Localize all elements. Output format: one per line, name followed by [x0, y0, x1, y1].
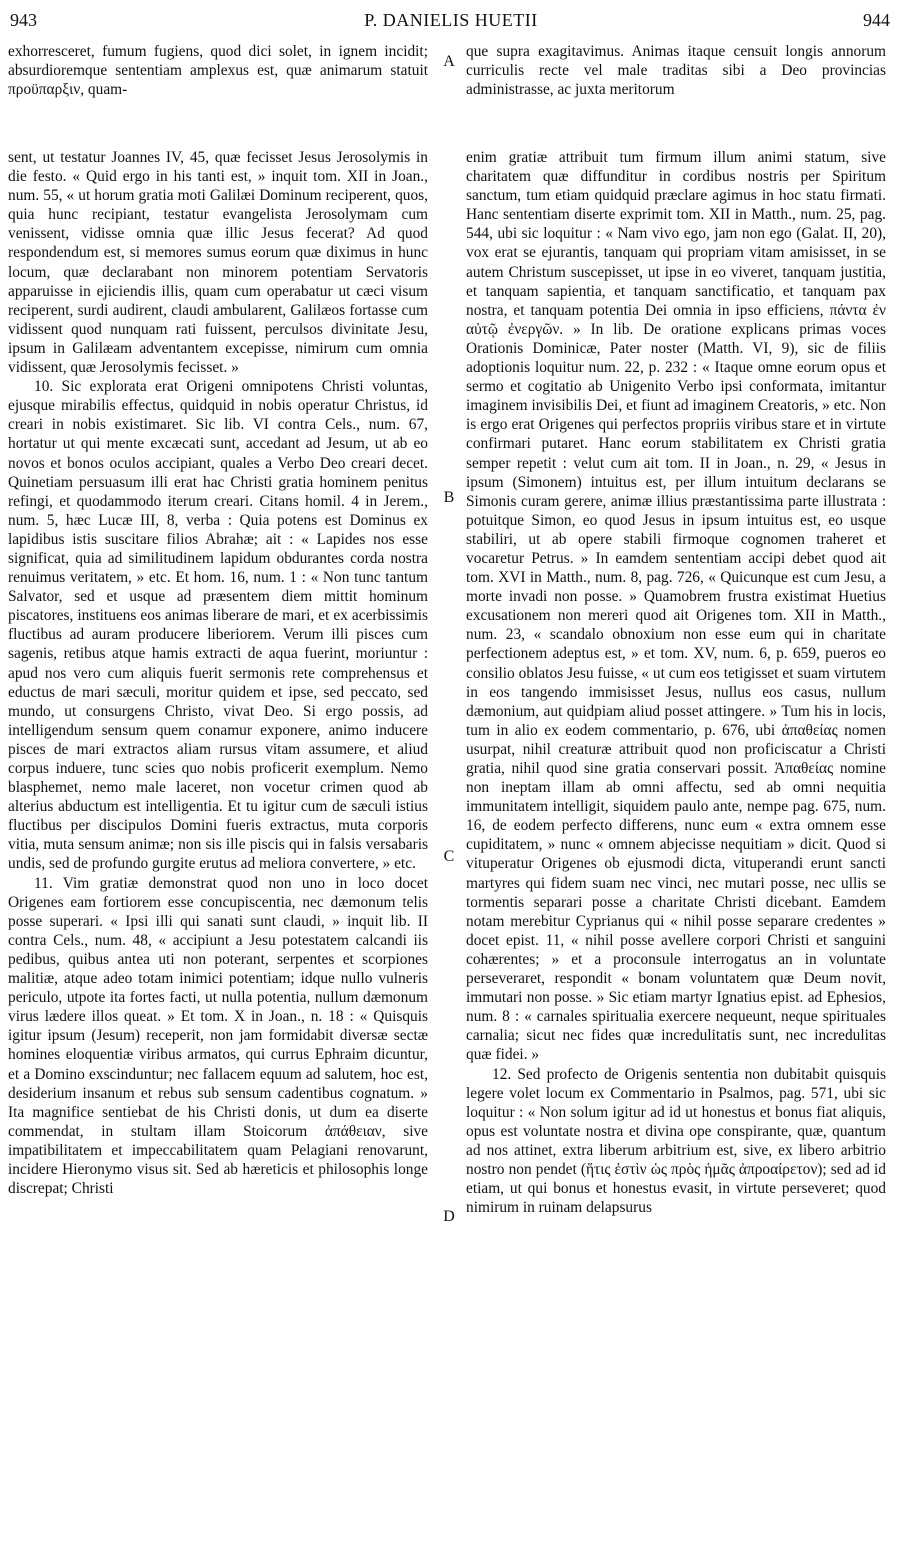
main-right-column: [466, 148, 886, 1550]
paragraph-11-continuation: enim gratiæ attribuit tum firmum illum animi statum, sive charitatem quæ diffunditur in cordibus nostris per Spiritum sanctum, tum etiam quidquid præclare agimus in hoc statu firmati. Hanc sententiam diserte exprimit tom. XII in Matth., num. 25, pag. 544, ubi sic loquitur : « Nam vivo ego, jam non ego (Galat. II, 20), vox erat se ejurantis, tanquam qui propriam vitam amisisset, in se autem Christum suscepisset, ut ipse in eo viveret, tanquam justitia, et tanquam sapientia, et tanquam sanctificatio, et tanquam pax nostra, et tanquam potentia Dei omnia in ipso efficiens, πάντα ἐν αὐτῷ ἐνεργῶν. » In lib. De oratione explicans primas voces Orationis Dominicæ, Pater noster (Matth. VI, 9), sic de filiis adoptionis loquitur num. 22, p. 232 : « Itaque omne eorum opus et sermo et cogitatio ab Unigenito Verbo ipsi conformata, imitantur imaginem invisibilis Dei, et fiunt ad imaginem Creatoris, » etc. Non is ergo erat Origenes qui perfectos propriis viribus stare et in virtute confirmari putaret. Hanc eorum stabilitatem ex Christi gratia semper repetit : velut cum ait tom. II in Joan., n. 29, « Jesus in ipsum (Simonem) intuitus est, per illum intuitum declarans se Simonis curam gerere, animæ illius præstantissima parte illustrata : potuitque Simon, eo quod Jesus in ipsum intuitus est, eo usque stabiliri, ut ab opere stabili firmoque cognomen traheret et vocaretur Petrus. » In eamdem sententiam accipi debet quod ait tom. XVI in Matth., num. 8, pag. 726, « Quicunque est cum Jesu, a morte invadi non posse. » Quamobrem frustra existimat Huetius excusationem non mereri quod ait Origenes tom. XII in Matth., num. 23, « scandalo obnoxium non esse eum qui in charitate perfectionem adeptus est, » et tom. XV, num. 6, p. 659, pueros eo consilio oblatos Jesu fuisse, « ut cum eos tetigisset et suam virtutem in eos tangendo immisisset Jesus, nullus eos casus, nullum dæmonium, aut quidpiam aliud posset attingere. » Tum his in locis, tum in alio ex eodem commentario, p. 676, ubi ἀπαθείας nomen usurpat, nihil creaturæ attribuit quod non proficiscatur a Christi gratia, nihil quod sine gratia conservari possit. Ἀπαθείας nomine non ineptam illam ab omni affectu, sed ab omni nequitia immunitatem intelligit, siquidem paulo ante, nempe pag. 675, num. 16, de eodem perfecto differens, nunc eum « extra omnem esse cupiditatem, » nunc « omnem abjecisse nequitiam » dicit. Quod si vituperatur Origenes ob ejusmodi dicta, vituperandi erunt sancti martyres qui fidem suam nec vinci, nec mutari posse, nec ullis se tormentis separari posse a charitate Christi dicebant. Eamdem notam merebitur Cyprianus qui « nihil posse separare credentes » docet epist. 11, « nihil posse avellere corpori Christi et sanguini cohærentes; » et a proconsule interrogatus an in voluntate perseveraret, respondit « bonam voluntatem quæ Deum novit, immutari non posse. » Sic etiam martyr Ignatius epist. ad Ephesios, num. 8 : « carnales spiritualia exercere nequeunt, neque spirituales carnalia; sicut nec fides quæ incredulitatis sunt, nec incredulitas quæ fidei. »: [466, 149, 886, 1064]
top-right-text: que supra exagitavimus. Animas itaque censuit longis annorum curriculis recte vel male traditas sibi a Deo provincias administrasse, ac juxta meritorum: [466, 43, 886, 99]
top-left-column: [8, 42, 428, 120]
page-number-left: 943: [10, 10, 37, 30]
paragraph-10: 10. Sic explorata erat Origeni omnipotens Christi voluntas, ejusque mirabilis effectus, quidquid in nobis operatur Christus, id creari in nobis existimaret. Sic lib. VI contra Cels., num. 67, hortatur ut qui mente excæcati sunt, accedant ad Jesum, ut ab eo novos et bonos oculos accipiant, quales a Verbo Deo creari decet. Quinetiam persuasum illi erat hac Christi gratia hominem penitus refingi, et quodammodo iterum creari. Citans homil. 4 in Jerem., num. 5, hæc Lucæ III, 8, verba : Quia potens est Dominus ex lapidibus istis suscitare filios Abrahæ; ait : « Lapides nos esse significat, quia ad similitudinem lapidum obdurantes corda nostra renuimus veritatem, » etc. Et hom. 16, num. 1 : « Non tunc tantum Salvator, sed et usque ad præsentem diem mittit hominum piscatores, instituens eos animas liberare de mari, et ex acerbissimis fluctibus ad auram producere liberiorem. Verum illi pisces cum sagenis, retibus atque hamis extracti de aqua fuerint, moriuntur : apud nos vero cum aliquis fuerit sermonis rete comprehensus et eductus de mari sæculi, moritur quidem et ipse, sed peccato, sed mundo, ut consurgens Christo, vivat Deo. Si ergo possis, ad intelligendum sensum quem conamur exponere, animo inducere pisces de mari extractos aliam rursus vitam assumere, et aliud corpus induere, tunc scies quo nobis proficerit exemplum. Nemo blasphemet, nemo male laceret, non vocetur crimen quod ab alterius abductum est intelligentia. Et tu igitur cum de sæculi istius fluctibus per discipulos Domini fueris extractus, muta corporis vitia, muta sensum animæ; non sis ille piscis qui in falsis versabaris undis, sed de profundo gurgite erutus ad meliora convertere, » etc.: [8, 378, 428, 873]
main-left-column: [8, 148, 428, 1550]
top-left-text: exhorresceret, fumum fugiens, quod dici solet, in ignem incidit; absurdioremque sententiam amplexus est, quæ animarum statuit προϋπαρξιν, quam-: [8, 43, 428, 99]
paragraph-12: 12. Sed profecto de Origenis sententia non dubitabit quisquis legere volet locum ex Commentario in Psalmos, pag. 571, ubi sic loquitur : « Non solum igitur ad id ut honestus et bonus fiat aliquis, opus est voluntate nostra et divina ope conspirante, quæ, quantum ad nos attinet, extra liberum arbitrium est, sive, ex libero arbitrio nostro non pendet (ἥτις ἐστὶν ὡς πρὸς ἡμᾶς ἀπροαίρετον); sed ad id etiam, ut qui bonus et honestus evasit, in virtute perseveret; quod nimirum in ruinam delapsurus: [466, 1065, 886, 1217]
page-header: [8, 8, 894, 32]
margin-letter-b: B: [443, 489, 455, 506]
margin-letter-a: A: [443, 53, 455, 70]
page-number-right: 944: [863, 10, 890, 30]
margin-letter-d: D: [443, 1208, 455, 1225]
margin-letter-c: C: [443, 848, 455, 865]
paragraph-continuation: sent, ut testatur Joannes IV, 45, quæ fecisset Jesus Jerosolymis in die festo. « Quid ergo in his tanti est, » inquit tom. XII in Joan., num. 55, « ut horum gratia moti Galilæi Dominum reciperent, quos, quia hunc recipiant, testatur evangelista Jerosolymam cum venissent, vidisse omnia quæ illic Jesus fecerat? Ad quod respondendum est, si memores sumus eorum quæ diximus in hunc locum, quæ declarabant non minorem potentiam Servatoris apparuisse in ejiciendis illis, quam cum operabatur ut cæci visum reciperent, surdi audirent, claudi ambularent, Galilæos fortasse cum vidissent quod nunquam rati fuissent, perculsos divinitate Jesu, ipsum in Galilæam adventantem excepisse, nimirum cum omnia vidissent, quæ Jerosolymis fecisset. »: [8, 149, 428, 377]
running-title: P. DANIELIS HUETII: [364, 10, 538, 30]
paragraph-11: 11. Vim gratiæ demonstrat quod non uno in loco docet Origenes eam fortiorem esse concupiscentia, nec dæmonum telis posse superari. « Ipsi illi qui sanati sunt claudi, » inquit lib. II contra Cels., num. 48, « accipiunt a Jesu potestatem calcandi iis pedibus, quibus antea uti non poterant, serpentes et scorpiones malitiæ, atque adeo totam inimici potentiam; idque nullo vulneris periculo, utpote ita fortes facti, ut nulla potentia, nullum dæmonum virus lædere illos queat. » Et tom. X in Joan., n. 18 : « Quisquis igitur ipsum (Jesum) receperit, non jam formidabit diversæ sectæ homines eloquentiæ viribus armatos, qui currus Ephraim dicuntur, et a Domino exscinduntur; nec fallacem equum ad salutem, hoc est, desiderium insanum et rebus sub sensum cadentibus cognatum. » Ita magnifice sentiebat de his Christi donis, ut dum ea diserte commendat, in stultam illam Stoicorum ἀπάθειαν, sive impatibilitatem et impeccabilitatem quam Pelagiani renovarunt, incidere Hieronymo visus sit. Sed ab hæreticis et philosophis longe discrepat; Christi: [8, 874, 428, 1198]
top-right-column: [466, 42, 886, 120]
